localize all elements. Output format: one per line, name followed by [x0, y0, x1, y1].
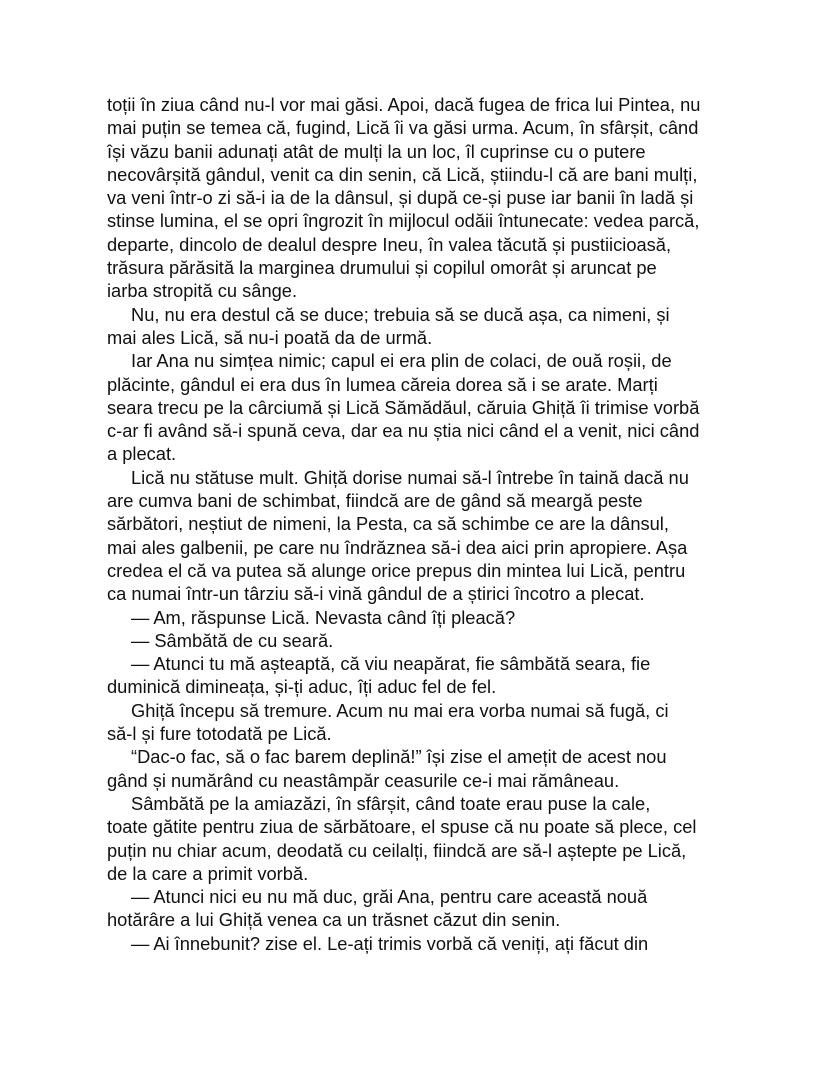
text-line: — Am, răspunse Lică. Nevasta când îți pleacă?	[131, 606, 516, 628]
text-line: va veni într-o zi să-i ia de la dânsul, și după ce-și puse iar banii în ladă și	[107, 187, 694, 209]
body-text	[107, 93, 747, 955]
text-line: sărbători, neștiut de nimeni, la Pesta, ca să schimbe ce are la dânsul,	[107, 513, 669, 535]
text-line: gând și numărând cu neastâmpăr ceasurile ce-i mai rămâneau.	[107, 769, 620, 791]
text-line: mai ales Lică, să nu-i poată da de urmă.	[107, 326, 433, 348]
text-line: Sâmbătă pe la amiazăzi, în sfârșit, când toate erau puse la cale,	[131, 792, 651, 814]
text-line: plăcinte, gândul ei era dus în lumea căreia dorea să i se arate. Marți	[107, 373, 658, 395]
text-line: Lică nu stătuse mult. Ghiță dorise numai să-l întrebe în taină dacă nu	[131, 466, 689, 488]
text-line: hotărâre a lui Ghiță venea ca un trăsnet căzut din senin.	[107, 909, 561, 931]
text-line: c-ar fi având să-i spună ceva, dar ea nu știa nici când el a venit, nici când	[107, 420, 700, 442]
text-line: “Dac-o fac, să o fac barem deplină!” își zise el amețit de acest nou	[131, 746, 667, 768]
text-line: Nu, nu era destul că se duce; trebuia să se ducă așa, ca nimeni, și	[131, 303, 670, 325]
text-line: toții în ziua când nu-l vor mai găsi. Apoi, dacă fugea de frica lui Pintea, nu	[107, 94, 701, 115]
text-line: — Atunci nici eu nu mă duc, grăi Ana, pentru care această nouă	[131, 886, 648, 908]
text-line: Ghiță începu să tremure. Acum nu mai era vorba numai să fugă, ci	[131, 699, 669, 721]
text-line: necovârșită gândul, venit ca din senin, că Lică, știindu-l că are bani mulți,	[107, 163, 698, 185]
text-line: Iar Ana nu simțea nimic; capul ei era plin de colaci, de ouă roșii, de	[131, 350, 672, 372]
text-line: credea el că va putea să alunge orice prepus din mintea lui Lică, pentru	[107, 559, 686, 581]
text-line: își văzu banii adunați atât de mulți la un loc, îl cuprinse cu o putere	[107, 140, 646, 162]
text-line: — Sâmbătă de cu seară.	[131, 629, 334, 651]
text-line: ca numai într-un târziu să-i vină gândul de a știrici încotro a plecat.	[107, 583, 645, 605]
text-line: are cumva bani de schimbat, fiindcă are de gând să meargă peste	[107, 490, 643, 512]
text-line: toate gătite pentru ziua de sărbătoare, el spuse că nu poate să plece, cel	[107, 816, 697, 838]
text-line: — Ai înnebunit? zise el. Le-ați trimis vorbă că veniți, ați făcut din	[131, 932, 649, 954]
text-line: departe, dincolo de dealul despre Ineu, în valea tăcută și pustiicioasă,	[107, 233, 672, 255]
text-line: stinse lumina, el se opri îngrozit în mijlocul odăii întunecate: vedea parcă,	[107, 210, 700, 232]
text-line: puțin nu chiar acum, deodată cu ceilalți, fiindcă are să-l aștepte pe Lică,	[107, 839, 687, 861]
text-line: a plecat.	[107, 443, 177, 465]
text-line: trăsura părăsită la marginea drumului și copilul omorât și aruncat pe	[107, 257, 657, 279]
text-line: mai ales galbenii, pe care nu îndrăznea să-i dea aici prin apropiere. Așa	[107, 536, 688, 558]
text-line: seara trecu pe la cârciumă și Lică Sămădăul, căruia Ghiță îi trimise vorbă	[107, 396, 700, 418]
text-line: — Atunci tu mă așteaptă, că viu neapărat, fie sâmbătă seara, fie	[131, 653, 651, 675]
text-line: mai puțin se temea că, fugind, Lică îi va găsi urma. Acum, în sfârșit, când	[107, 117, 699, 139]
text-line: duminică dimineața, și-ți aduc, îți aduc fel de fel.	[107, 676, 497, 698]
text-line: de la care a primit vorbă.	[107, 862, 309, 884]
text-line: iarba stropită cu sânge.	[107, 280, 298, 302]
text-line: să-l și fure totodată pe Lică.	[107, 723, 332, 745]
